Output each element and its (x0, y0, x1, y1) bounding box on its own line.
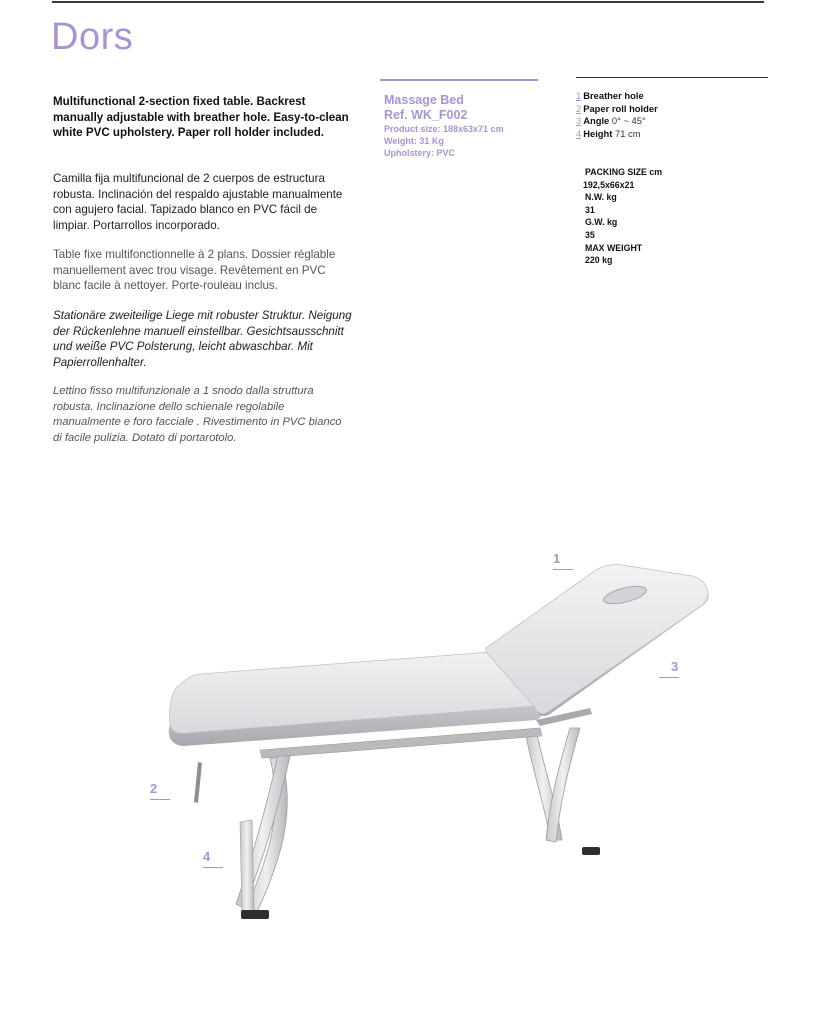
feature-item (576, 90, 766, 103)
massage-bed-illustration (140, 540, 740, 940)
feature-number: 2 (576, 102, 582, 114)
callout-number: 1 (553, 551, 561, 566)
gross-weight: 35 (585, 229, 595, 240)
feature-item (576, 103, 766, 116)
callout-number: 4 (203, 849, 211, 864)
description-spanish: Camilla fija multifuncional de 2 cuerpos de estructura robusta. Inclinación del respaldo ajustable manualmente con agujero facial. Tapizado blanco en PVC fácil de limpiar. Portarrollos incorporado. (53, 172, 343, 232)
feature-value: 0° ~ 45° (611, 115, 646, 127)
feature-label: Breather hole (583, 90, 644, 101)
feature-item (576, 115, 766, 128)
rear-left-leg (546, 728, 580, 842)
packing-size: 192,5x66x21 (583, 179, 635, 190)
feature-number: 4 (576, 127, 582, 139)
product-name: Massage Bed (384, 93, 464, 107)
front-foot (241, 910, 269, 919)
callout-4 (203, 849, 210, 864)
net-weight: 31 (585, 204, 595, 215)
feature-number: 1 (576, 90, 582, 101)
product-upholstery: Upholstery: PVC (384, 148, 456, 158)
net-weight-label: N.W. kg (585, 192, 617, 203)
product-ref: Ref. WK_F002 (384, 108, 468, 122)
description-english: Multifunctional 2-section fixed table. Backrest manually adjustable with breather hole. Easy-to-clean white PVC upholstery. Paper roll holder included. (53, 95, 349, 139)
features-rule (576, 77, 768, 78)
max-weight: 220 kg (585, 255, 613, 266)
packing-info (585, 166, 745, 267)
product-rule (380, 79, 538, 81)
callout-2 (150, 781, 157, 796)
packing-heading: PACKING SIZE cm (585, 167, 663, 177)
gross-weight-label: G.W. kg (585, 217, 618, 228)
callout-number: 2 (150, 781, 158, 796)
callout-number: 3 (671, 659, 679, 674)
feature-value: 71 cm (615, 127, 641, 139)
top-rule (52, 1, 764, 3)
max-weight-label: MAX WEIGHT (585, 242, 643, 253)
product-info (384, 93, 554, 159)
feature-item (576, 128, 766, 141)
front-leg-post (240, 820, 254, 914)
description-italian: Lettino fisso multifunzionale a 1 snodo dalla struttura robusta. Inclinazione dello schienale regolabile manualmente e foro facciale . Rivestimento in PVC bianco di facile pulizia. Dotato di portarotolo. (53, 385, 342, 444)
paper-roll-holder (194, 762, 202, 803)
description-german: Stationäre zweiteilige Liege mit robuster Struktur. Neigung der Rückenlehne manuell einstellbar. Gesichtsausschnitt und weiße PVC Polsterung, leicht abwaschbar. Mit Papierrollenhalter. (53, 309, 352, 369)
product-size: Product size: 188x63x71 cm (384, 124, 504, 134)
feature-list (576, 90, 766, 140)
callout-3 (671, 659, 678, 674)
feature-label: Angle (583, 115, 610, 127)
feature-number: 3 (576, 115, 582, 127)
rear-foot (582, 847, 600, 855)
feature-label: Height (583, 127, 613, 139)
page-title: Dors (51, 16, 134, 58)
callout-1 (553, 551, 560, 566)
feature-label: Paper roll holder (583, 102, 658, 114)
product-weight: Weight: 31 Kg (384, 136, 444, 146)
description-french: Table fixe multifonctionnelle à 2 plans. Dossier réglable manuellement avec trou visage. Revêtement en PVC blanc facile à nettoyer. Porte-rouleau inclus. (53, 248, 336, 292)
